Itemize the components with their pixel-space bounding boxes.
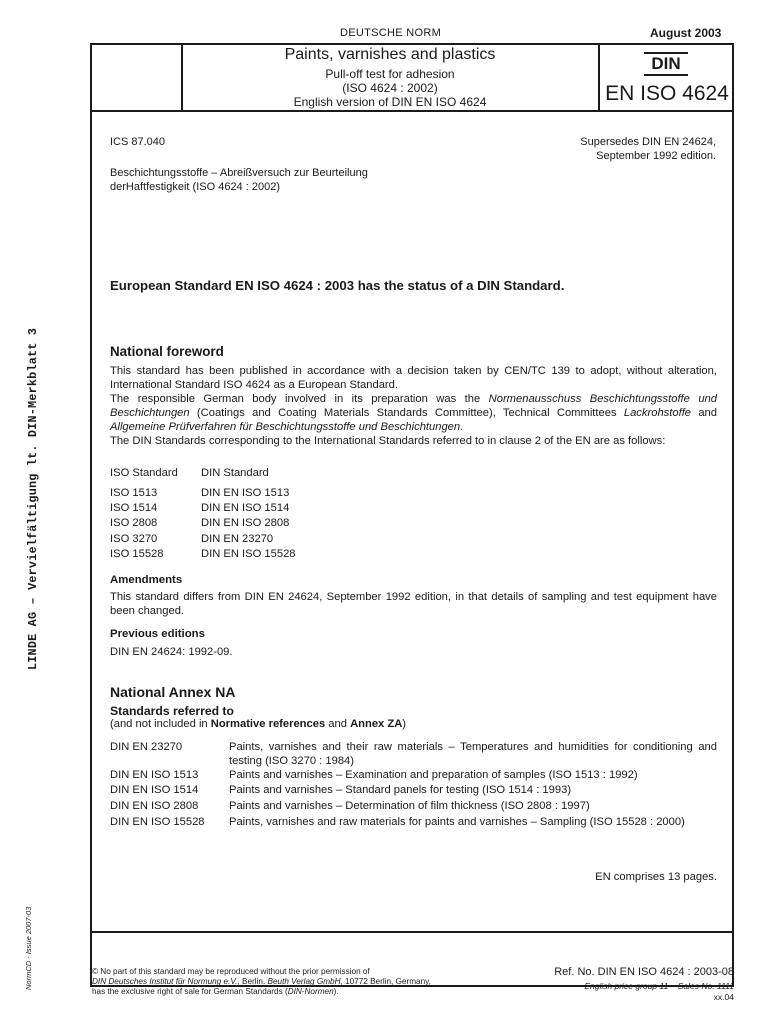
reference-title: Paints and varnishes – Standard panels for testing (ISO 1514 : 1993) bbox=[229, 784, 572, 796]
header-divider bbox=[90, 110, 734, 112]
text-run: has the exclusive right of sale for German Standards ( bbox=[92, 987, 288, 996]
reference-title: Paints and varnishes – Examination and preparation of samples (ISO 1513 : 1992) bbox=[229, 769, 638, 781]
document-iso-ref: (ISO 4624 : 2002) bbox=[342, 81, 438, 95]
german-title-line-1: Beschichtungsstoffe – Abreißversuch zur Beurteilung bbox=[110, 167, 368, 179]
din-standard-cell: DIN EN ISO 1514 bbox=[201, 502, 290, 514]
supersedes-note bbox=[520, 135, 716, 163]
german-title-line-2: derHaftfestigkeit (ISO 4624 : 2002) bbox=[110, 181, 280, 193]
text-run: , Berlin. bbox=[237, 977, 268, 986]
national-foreword-heading: National foreword bbox=[110, 344, 224, 359]
document-version: English version of DIN EN ISO 4624 bbox=[293, 95, 487, 109]
reference-number: Ref. No. DIN EN ISO 4624 : 2003-08 bbox=[554, 966, 734, 978]
text-run: , 10772 Berlin, Germany, bbox=[340, 977, 431, 986]
standards-referred-heading: Standards referred to bbox=[110, 704, 234, 718]
reference-id: DIN EN ISO 2808 bbox=[110, 800, 199, 812]
text-run: and bbox=[325, 718, 351, 730]
copyright-line-1: © No part of this standard may be reproduced without the prior permission of bbox=[92, 967, 370, 976]
din-standard-cell: DIN EN ISO 15528 bbox=[201, 548, 296, 560]
sales-number: Sales No. 1111 bbox=[677, 981, 734, 991]
text-run-bold: Normative references bbox=[210, 718, 326, 730]
text-run: The responsible German body involved in its preparation was the bbox=[110, 393, 489, 405]
license-watermark: LINDE AG – Vervielfältigung lt. DIN-Merkblatt 3 bbox=[26, 327, 40, 670]
deutsche-norm-label: DEUTSCHE NORM bbox=[340, 27, 442, 39]
amendments-heading: Amendments bbox=[110, 574, 183, 586]
text-run: . bbox=[460, 421, 464, 433]
standard-number: EN ISO 4624 bbox=[605, 82, 729, 105]
ics-code: ICS 87.040 bbox=[110, 136, 166, 148]
text-run: (Coatings and Coating Materials Standards Committee), Technical Committees bbox=[189, 407, 624, 419]
price-sales-info bbox=[500, 981, 734, 991]
text-run: ). bbox=[333, 987, 339, 996]
document-subtitle: Pull-off test for adhesion bbox=[325, 67, 455, 81]
text-run: ) bbox=[402, 718, 407, 730]
copyright-line-3 bbox=[92, 987, 472, 997]
column-header-din: DIN Standard bbox=[201, 467, 269, 479]
copyright-notice bbox=[92, 967, 472, 997]
copyright-line-2 bbox=[92, 977, 472, 987]
footer-code: xx.04 bbox=[713, 992, 734, 1002]
iso-standard-cell: ISO 1513 bbox=[110, 487, 158, 499]
reference-id: DIN EN ISO 15528 bbox=[110, 816, 205, 828]
iso-standard-cell: ISO 15528 bbox=[110, 548, 164, 560]
text-run: and bbox=[691, 407, 717, 419]
committee-name: Normenausschuss Beschichtungsstoffe und Beschichtungen bbox=[110, 393, 717, 419]
foreword-paragraph-1: This standard has been published in accordance with a decision taken by CEN/TC 139 to adopt, without alteration, International Standard ISO 4624 as a European Standard. bbox=[110, 365, 717, 391]
german-title bbox=[110, 166, 440, 194]
references-note bbox=[110, 718, 406, 730]
foreword-paragraph-3: The DIN Standards corresponding to the International Standards referred to in clause 2 of the EN are as follows: bbox=[110, 435, 666, 447]
supersedes-line-1: Supersedes DIN EN 24624, bbox=[580, 136, 716, 148]
footer-divider bbox=[90, 931, 734, 933]
amendments-text: This standard differs from DIN EN 24624, September 1992 edition, in that details of sampling and test equipment have been changed. bbox=[110, 591, 717, 617]
reference-id: DIN EN ISO 1514 bbox=[110, 784, 199, 796]
supersedes-line-2: September 1992 edition. bbox=[596, 150, 716, 162]
din-standard-cell: DIN EN ISO 2808 bbox=[201, 517, 290, 529]
committee-name: Lackrohstoffe bbox=[623, 407, 692, 419]
text-run-bold: Annex ZA bbox=[350, 718, 403, 730]
page-count-note: EN comprises 13 pages. bbox=[595, 871, 717, 883]
reference-id: DIN EN ISO 1513 bbox=[110, 769, 199, 781]
publication-date: August 2003 bbox=[650, 26, 722, 40]
column-header-iso: ISO Standard bbox=[110, 467, 178, 479]
committee-name: Allgemeine Prüfverfahren für Beschichtungsstoffe und Beschichtungen bbox=[110, 421, 461, 433]
text-run: (and not included in bbox=[110, 718, 211, 730]
din-standard-cell: DIN EN ISO 1513 bbox=[201, 487, 290, 499]
text-run-italic: DIN-Normen bbox=[287, 987, 334, 996]
din-logo: DIN bbox=[644, 52, 688, 76]
price-group: English price group 11 bbox=[584, 981, 669, 991]
iso-standard-cell: ISO 3270 bbox=[110, 533, 158, 545]
national-annex-heading: National Annex NA bbox=[110, 684, 236, 700]
reference-title: Paints, varnishes and their raw materials – Temperatures and humidities for conditioning and testing (ISO 3270 : 1984) bbox=[229, 741, 717, 767]
iso-standard-cell: ISO 1514 bbox=[110, 502, 158, 514]
din-standard-cell: DIN EN 23270 bbox=[201, 533, 274, 545]
previous-editions-text: DIN EN 24624: 1992-09. bbox=[110, 646, 233, 658]
foreword-paragraph-2 bbox=[110, 392, 717, 434]
status-statement: European Standard EN ISO 4624 : 2003 has the status of a DIN Standard. bbox=[110, 278, 565, 293]
iso-standard-cell: ISO 2808 bbox=[110, 517, 158, 529]
text-run-italic: Beuth Verlag GmbH bbox=[267, 977, 341, 986]
reference-id: DIN EN 23270 bbox=[110, 741, 183, 753]
normcd-issue-label: NormCD - Issue 2007-03 bbox=[24, 906, 33, 990]
document-title: Paints, varnishes and plastics bbox=[284, 46, 496, 63]
reference-title: Paints and varnishes – Determination of film thickness (ISO 2808 : 1997) bbox=[229, 800, 590, 812]
text-run-italic: DIN Deutsches Institut für Normung e.V. bbox=[92, 977, 238, 986]
reference-title: Paints, varnishes and raw materials for paints and varnishes – Sampling (ISO 15528 : 2000) bbox=[229, 816, 685, 828]
previous-editions-heading: Previous editions bbox=[110, 628, 205, 640]
